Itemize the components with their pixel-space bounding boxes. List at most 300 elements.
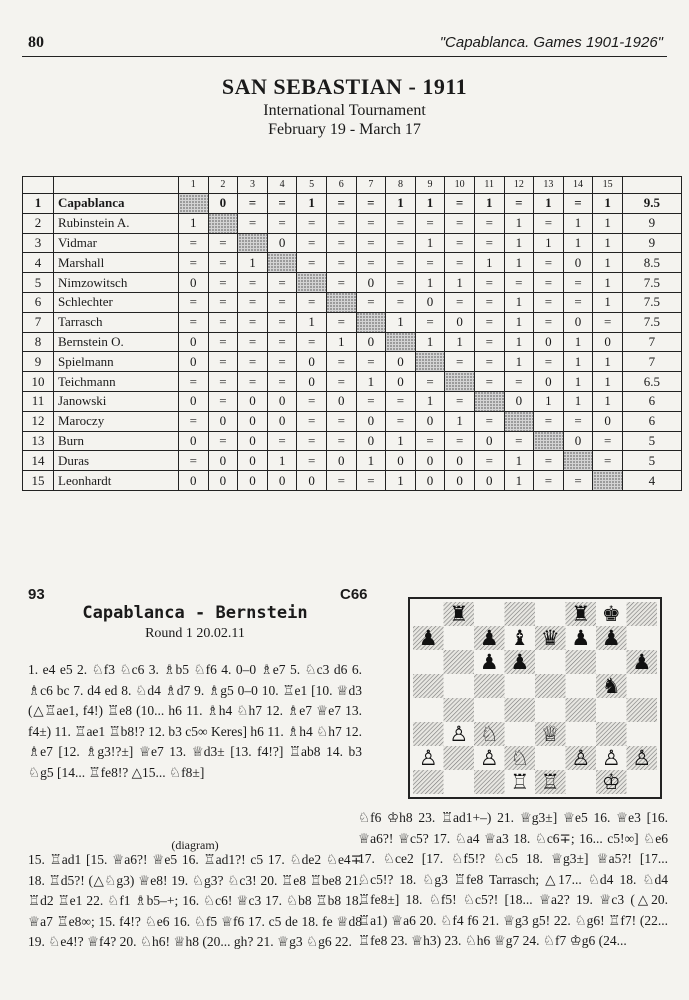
black-pawn-icon: ♟ <box>601 626 621 650</box>
total-score: 8.5 <box>622 253 681 273</box>
result-cell: 0 <box>563 431 593 451</box>
column-header: 13 <box>534 177 564 194</box>
diagonal-cell <box>297 273 327 293</box>
total-score: 7.5 <box>622 273 681 293</box>
result-cell: = <box>208 391 238 411</box>
rank-cell: 11 <box>23 391 54 411</box>
result-cell: = <box>534 352 564 372</box>
rank-cell: 8 <box>23 332 54 352</box>
result-cell: 1 <box>534 391 564 411</box>
column-header: 6 <box>326 177 356 194</box>
result-cell: = <box>267 292 297 312</box>
result-cell: = <box>179 292 209 312</box>
white-knight-icon: ♘ <box>479 722 499 746</box>
result-cell: 1 <box>593 372 623 392</box>
result-cell: = <box>208 332 238 352</box>
light-square <box>444 770 475 794</box>
result-cell: 1 <box>593 253 623 273</box>
column-header: 3 <box>238 177 268 194</box>
light-square <box>627 674 658 698</box>
result-cell: 1 <box>415 233 445 253</box>
light-square <box>474 602 505 626</box>
crosstable-row <box>23 312 682 332</box>
result-cell: = <box>356 253 386 273</box>
result-cell: 1 <box>504 352 534 372</box>
result-cell: = <box>267 312 297 332</box>
result-cell: 0 <box>504 391 534 411</box>
result-cell: 0 <box>563 312 593 332</box>
column-header: 4 <box>267 177 297 194</box>
result-cell: = <box>297 233 327 253</box>
dark-square <box>535 674 566 698</box>
result-cell: = <box>386 213 416 233</box>
rank-cell: 2 <box>23 213 54 233</box>
result-cell: 0 <box>238 431 268 451</box>
result-cell: 1 <box>563 352 593 372</box>
result-cell: 0 <box>208 451 238 471</box>
diagonal-cell <box>563 451 593 471</box>
result-cell: 0 <box>179 332 209 352</box>
result-cell: = <box>504 372 534 392</box>
header-rule <box>22 56 667 57</box>
result-cell: 1 <box>593 273 623 293</box>
player-name: Capablanca <box>54 194 179 214</box>
result-cell: = <box>356 292 386 312</box>
light-square <box>444 674 475 698</box>
result-cell: = <box>386 233 416 253</box>
result-cell: 0 <box>415 292 445 312</box>
black-pawn-icon: ♟ <box>632 650 652 674</box>
result-cell: = <box>415 372 445 392</box>
result-cell: = <box>386 391 416 411</box>
result-cell: 1 <box>563 233 593 253</box>
crosstable-row <box>23 213 682 233</box>
result-cell: = <box>208 312 238 332</box>
result-cell: = <box>474 332 504 352</box>
light-square <box>627 722 658 746</box>
result-cell: = <box>563 292 593 312</box>
diagonal-cell <box>534 431 564 451</box>
result-cell: = <box>474 233 504 253</box>
white-pawn-icon: ♙ <box>449 722 469 746</box>
total-score: 4 <box>622 471 681 491</box>
result-cell: 0 <box>534 372 564 392</box>
result-cell: 0 <box>238 411 268 431</box>
result-cell: 0 <box>326 451 356 471</box>
player-name: Bernstein O. <box>54 332 179 352</box>
result-cell: = <box>326 253 356 273</box>
dark-square <box>566 698 597 722</box>
result-cell: = <box>474 451 504 471</box>
light-square <box>596 650 627 674</box>
rank-cell: 4 <box>23 253 54 273</box>
book-title: "Capablanca. Games 1901-1926" <box>439 34 663 51</box>
result-cell: 0 <box>445 312 475 332</box>
result-cell: 0 <box>267 471 297 491</box>
light-square <box>535 650 566 674</box>
total-score: 9.5 <box>622 194 681 214</box>
light-square <box>566 770 597 794</box>
event-dates: February 19 - March 17 <box>268 121 421 138</box>
result-cell: 1 <box>415 194 445 214</box>
rank-cell: 14 <box>23 451 54 471</box>
result-cell: = <box>504 194 534 214</box>
result-cell: = <box>297 411 327 431</box>
diagonal-cell <box>238 233 268 253</box>
result-cell: = <box>238 213 268 233</box>
result-cell: 0 <box>356 411 386 431</box>
dark-square <box>566 650 597 674</box>
result-cell: = <box>238 352 268 372</box>
total-score: 5 <box>622 431 681 451</box>
result-cell: = <box>445 194 475 214</box>
result-cell: 0 <box>474 431 504 451</box>
event-subtitle: International Tournament <box>263 102 426 119</box>
result-cell: = <box>267 332 297 352</box>
light-square <box>627 626 658 650</box>
column-header: 2 <box>208 177 238 194</box>
result-cell: 0 <box>386 451 416 471</box>
result-cell: 1 <box>504 292 534 312</box>
column-header: 11 <box>474 177 504 194</box>
crosstable-row <box>23 233 682 253</box>
total-score: 7.5 <box>622 292 681 312</box>
black-bishop-icon: ♝ <box>510 626 530 650</box>
crosstable-row <box>23 451 682 471</box>
result-cell: = <box>593 451 623 471</box>
result-cell: = <box>445 253 475 273</box>
moves-column-2 <box>28 850 362 953</box>
result-cell: 0 <box>179 471 209 491</box>
result-cell: 1 <box>504 253 534 273</box>
result-cell: 0 <box>297 372 327 392</box>
moves-column-3 <box>358 808 668 952</box>
diagram-caption: (diagram) <box>171 838 219 852</box>
column-header: 12 <box>504 177 534 194</box>
page-number: 80 <box>28 34 44 51</box>
result-cell: = <box>534 253 564 273</box>
header-blank <box>622 177 681 194</box>
result-cell: = <box>208 233 238 253</box>
crosstable-row <box>23 253 682 273</box>
result-cell: = <box>267 352 297 372</box>
player-name: Teichmann <box>54 372 179 392</box>
black-pawn-icon: ♟ <box>479 626 499 650</box>
result-cell: 1 <box>504 312 534 332</box>
rank-cell: 7 <box>23 312 54 332</box>
result-cell: 1 <box>563 332 593 352</box>
crosstable-row <box>23 273 682 293</box>
rank-cell: 5 <box>23 273 54 293</box>
total-score: 7.5 <box>622 312 681 332</box>
rank-cell: 9 <box>23 352 54 372</box>
result-cell: 1 <box>386 194 416 214</box>
dark-square <box>413 674 444 698</box>
player-name: Schlechter <box>54 292 179 312</box>
white-pawn-icon: ♙ <box>601 746 621 770</box>
column-header: 9 <box>415 177 445 194</box>
dark-square <box>444 650 475 674</box>
crosstable-row <box>23 194 682 214</box>
dark-square <box>627 698 658 722</box>
result-cell: 0 <box>445 451 475 471</box>
crosstable-row <box>23 471 682 491</box>
result-cell: 1 <box>356 372 386 392</box>
result-cell: = <box>208 431 238 451</box>
result-cell: = <box>238 332 268 352</box>
column-header: 14 <box>563 177 593 194</box>
result-cell: = <box>208 352 238 372</box>
diagonal-cell <box>445 372 475 392</box>
rank-cell: 10 <box>23 372 54 392</box>
result-cell: = <box>534 312 564 332</box>
diagonal-cell <box>267 253 297 273</box>
result-cell: 0 <box>238 451 268 471</box>
result-cell: 0 <box>179 352 209 372</box>
result-cell: = <box>563 411 593 431</box>
column-header: 10 <box>445 177 475 194</box>
white-pawn-icon: ♙ <box>479 746 499 770</box>
result-cell: 0 <box>179 273 209 293</box>
result-cell: 1 <box>593 292 623 312</box>
rank-cell: 12 <box>23 411 54 431</box>
result-cell: = <box>179 312 209 332</box>
diagonal-cell <box>415 352 445 372</box>
moves-text-1: 1. e4 e5 2. ♘f3 ♘c6 3. ♗b5 ♘f6 4. 0–0 ♗e7 5. ♘c3 d6 6. ♗c6 bc 7. d4 ed 8. ♘d4 ♗d7 9. ♗g5 0–0 10. ♖e1 [10. ♕d3 (△♖ae1, f4!) ♖e8 (10... h6 11. ♗h4 ♘h7 12. ♗e7 ♕e7 13. f4±) 11. ♖ae1 ♖b8!? 12. b3 c5∞ Keres] h6 11. ♗h4 ♘h7 12. ♗e7 [12. ♗g3!?±] ♕e7 13. ♕d3± [13. f4!?] ♖ab8 14. b3 ♘g5 [14... ♖fe8!? △15... ♘f8±] <box>28 662 362 780</box>
result-cell: = <box>179 451 209 471</box>
light-square <box>474 698 505 722</box>
rank-cell: 13 <box>23 431 54 451</box>
result-cell: = <box>326 233 356 253</box>
result-cell: = <box>208 273 238 293</box>
moves-text-2: 15. ♖ad1 [15. ♕a6?! ♕e5 16. ♖ad1?! c5 17. ♘de2 ♘e4∓ 18. ♖d5?! (△♘g3) ♕e8! 19. ♘g3? ♘c3! 20. ♖e8 ♖be8 21. ♖d2 ♖e1 22. ♘f1 ♗b5–+; 16. ♘c6! ♕c3 17. ♘b8 ♖b8 18. ♕a7 ♖e8∞; 15. f4!? ♘e6 16. ♘f5 ♕f6 17. c5 de 18. fe ♕d8 19. ♘e4!? ♕f4? 20. ♘h6! ♕h8 (20... gh? 21. ♕g3 ♘g6 22. <box>28 852 362 949</box>
diagonal-cell <box>474 391 504 411</box>
result-cell: = <box>179 411 209 431</box>
result-cell: = <box>474 411 504 431</box>
result-cell: 0 <box>445 471 475 491</box>
result-cell: = <box>504 273 534 293</box>
light-square <box>413 602 444 626</box>
result-cell: 0 <box>326 391 356 411</box>
result-cell: 0 <box>415 451 445 471</box>
game-players: Capablanca - Bernstein <box>82 603 308 623</box>
result-cell: 1 <box>593 352 623 372</box>
result-cell: = <box>208 372 238 392</box>
white-pawn-icon: ♙ <box>632 746 652 770</box>
dark-square <box>627 602 658 626</box>
result-cell: 1 <box>386 431 416 451</box>
moves-column-1 <box>28 660 362 783</box>
total-score: 7 <box>622 332 681 352</box>
crosstable-header <box>23 177 682 194</box>
result-cell: 0 <box>208 411 238 431</box>
result-cell: = <box>179 233 209 253</box>
result-cell: 1 <box>504 451 534 471</box>
result-cell: 0 <box>267 391 297 411</box>
result-cell: 1 <box>386 312 416 332</box>
black-king-icon: ♚ <box>601 602 621 626</box>
white-pawn-icon: ♙ <box>571 746 591 770</box>
result-cell: = <box>474 213 504 233</box>
result-cell: = <box>356 233 386 253</box>
result-cell: 1 <box>445 332 475 352</box>
result-cell: 0 <box>356 431 386 451</box>
result-cell: 1 <box>504 213 534 233</box>
dark-square <box>444 698 475 722</box>
total-score: 7 <box>622 352 681 372</box>
result-cell: 0 <box>593 411 623 431</box>
total-score: 6.5 <box>622 372 681 392</box>
result-cell: = <box>326 411 356 431</box>
result-cell: 1 <box>356 451 386 471</box>
player-name: Nimzowitsch <box>54 273 179 293</box>
white-rook-icon: ♖ <box>510 770 530 794</box>
column-header: 8 <box>386 177 416 194</box>
result-cell: 1 <box>386 471 416 491</box>
game-number: 93 <box>28 586 45 603</box>
black-rook-icon: ♜ <box>449 602 469 626</box>
column-header: 15 <box>593 177 623 194</box>
black-queen-icon: ♛ <box>540 626 560 650</box>
result-cell: = <box>415 312 445 332</box>
result-cell: = <box>297 253 327 273</box>
result-cell: 1 <box>563 372 593 392</box>
result-cell: = <box>504 431 534 451</box>
diagonal-cell <box>504 411 534 431</box>
result-cell: 1 <box>445 273 475 293</box>
header-blank <box>23 177 54 194</box>
crosstable-row <box>23 391 682 411</box>
player-name: Leonhardt <box>54 471 179 491</box>
result-cell: = <box>326 352 356 372</box>
result-cell: = <box>415 213 445 233</box>
result-cell: = <box>356 194 386 214</box>
result-cell: = <box>326 213 356 233</box>
result-cell: 0 <box>267 411 297 431</box>
result-cell: 1 <box>504 332 534 352</box>
result-cell: 0 <box>267 233 297 253</box>
white-king-icon: ♔ <box>601 770 621 794</box>
result-cell: = <box>297 451 327 471</box>
dark-square <box>505 602 536 626</box>
eco-code: C66 <box>340 586 368 603</box>
dark-square <box>505 698 536 722</box>
result-cell: 0 <box>238 391 268 411</box>
player-name: Vidmar <box>54 233 179 253</box>
crosstable-row <box>23 332 682 352</box>
white-queen-icon: ♕ <box>540 722 560 746</box>
diagonal-cell <box>593 471 623 491</box>
result-cell: 1 <box>563 391 593 411</box>
result-cell: 1 <box>238 253 268 273</box>
result-cell: = <box>445 233 475 253</box>
result-cell: = <box>474 292 504 312</box>
result-cell: = <box>326 273 356 293</box>
result-cell: = <box>474 372 504 392</box>
player-name: Tarrasch <box>54 312 179 332</box>
light-square <box>535 602 566 626</box>
result-cell: = <box>563 471 593 491</box>
result-cell: = <box>563 273 593 293</box>
result-cell: = <box>267 372 297 392</box>
light-square <box>505 674 536 698</box>
result-cell: 0 <box>415 471 445 491</box>
result-cell: 1 <box>267 451 297 471</box>
result-cell: = <box>326 194 356 214</box>
result-cell: = <box>238 372 268 392</box>
result-cell: = <box>563 194 593 214</box>
result-cell: = <box>267 273 297 293</box>
diagonal-cell <box>179 194 209 214</box>
result-cell: = <box>445 391 475 411</box>
result-cell: 0 <box>356 332 386 352</box>
light-square <box>413 698 444 722</box>
event-title: SAN SEBASTIAN - 1911 <box>221 74 468 99</box>
rank-cell: 6 <box>23 292 54 312</box>
result-cell: 1 <box>415 273 445 293</box>
result-cell: 1 <box>445 411 475 431</box>
crosstable <box>22 176 682 491</box>
result-cell: 0 <box>297 352 327 372</box>
result-cell: 1 <box>474 253 504 273</box>
result-cell: = <box>356 391 386 411</box>
total-score: 9 <box>622 213 681 233</box>
result-cell: = <box>415 253 445 273</box>
dark-square <box>444 746 475 770</box>
result-cell: 0 <box>474 471 504 491</box>
column-header: 1 <box>179 177 209 194</box>
result-cell: = <box>534 411 564 431</box>
result-cell: = <box>179 253 209 273</box>
result-cell: 0 <box>179 391 209 411</box>
result-cell: 1 <box>415 391 445 411</box>
result-cell: 0 <box>238 471 268 491</box>
result-cell: 1 <box>297 312 327 332</box>
tournament-title-block <box>0 74 689 139</box>
total-score: 5 <box>622 451 681 471</box>
result-cell: 1 <box>504 233 534 253</box>
result-cell: = <box>474 352 504 372</box>
result-cell: 1 <box>593 233 623 253</box>
diagonal-cell <box>208 213 238 233</box>
result-cell: = <box>326 471 356 491</box>
light-square <box>596 698 627 722</box>
total-score: 9 <box>622 233 681 253</box>
result-cell: 0 <box>356 273 386 293</box>
result-cell: = <box>415 431 445 451</box>
crosstable-row <box>23 411 682 431</box>
white-rook-icon: ♖ <box>540 770 560 794</box>
result-cell: 1 <box>179 213 209 233</box>
result-cell: = <box>297 431 327 451</box>
light-square <box>566 674 597 698</box>
result-cell: = <box>297 391 327 411</box>
result-cell: 1 <box>593 391 623 411</box>
result-cell: = <box>534 471 564 491</box>
crosstable-row <box>23 431 682 451</box>
result-cell: 0 <box>208 471 238 491</box>
diagonal-cell <box>356 312 386 332</box>
result-cell: = <box>534 273 564 293</box>
result-cell: 0 <box>386 352 416 372</box>
chess-diagram <box>408 597 662 799</box>
dark-square <box>413 770 444 794</box>
result-cell: 1 <box>504 471 534 491</box>
moves-text-3: ♘f6 ♔h8 23. ♖ad1+–) 21. ♕g3±] ♕e5 16. ♕e3 [16. ♕a6?! ♕c5? 17. ♘a4 ♕a3 18. ♘c6∓; 16... c5!∞] ♘e6 17. ♘ce2 [17. ♘f5!? ♘c5 18. ♕g3±] ♕a5?! [17... ♘c5!? 18. ♘g3 ♖fe8 Tarrasch; △17... ♘d4 18. ♘d4 ♖fe8±] 18. ♘f5! ♘c5?! [18... ♕a2? 19. ♕c3 (△20. ♖a1) ♕a6 20. ♘f4 f6 21. ♕g3 g5! 22. ♘g6! ♖f7! (22... ♖fe8 23. ♕h3) 23. ♘h6 ♕g7 24. ♘f7 ♔g6 (24... <box>358 810 668 948</box>
player-name: Spielmann <box>54 352 179 372</box>
result-cell: = <box>326 431 356 451</box>
result-cell: = <box>445 431 475 451</box>
